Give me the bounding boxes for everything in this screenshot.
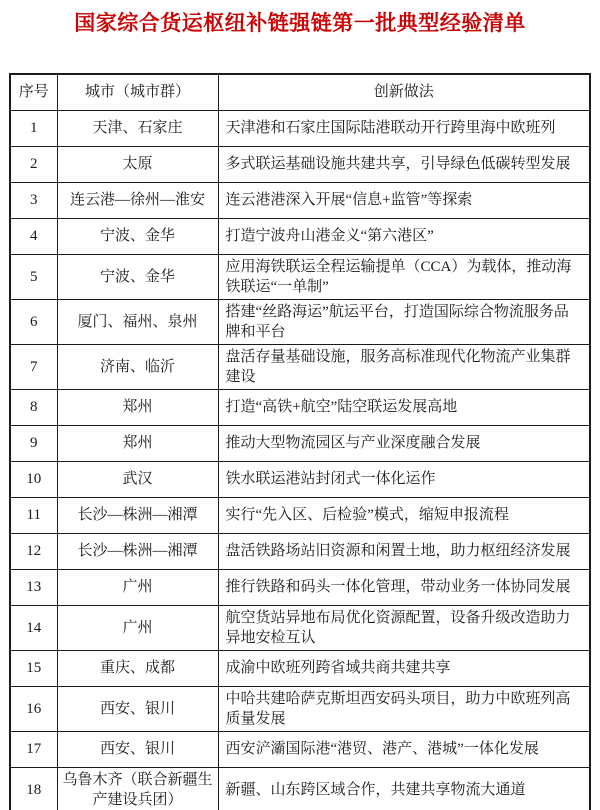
row-index: 13: [10, 569, 57, 605]
table-row: [10, 497, 590, 533]
row-index: 12: [10, 533, 57, 569]
row-city: 武汉: [57, 461, 218, 497]
row-practice: 打造“高铁+航空”陆空联运发展高地: [218, 389, 590, 425]
row-practice: 盘活存量基础设施，服务高标准现代化物流产业集群建设: [218, 344, 590, 389]
row-index: 3: [10, 182, 57, 218]
row-index: 11: [10, 497, 57, 533]
table-row: [10, 461, 590, 497]
table-row: [10, 605, 590, 650]
table-row: [10, 389, 590, 425]
row-practice: 推行铁路和码头一体化管理，带动业务一体协同发展: [218, 569, 590, 605]
row-practice: 天津港和石家庄国际陆港联动开行跨里海中欧班列: [218, 110, 590, 146]
row-city: 长沙—株洲—湘潭: [57, 533, 218, 569]
row-city: 天津、石家庄: [57, 110, 218, 146]
row-city: 宁波、金华: [57, 254, 218, 299]
row-index: 9: [10, 425, 57, 461]
row-city: 郑州: [57, 389, 218, 425]
table-row: [10, 650, 590, 686]
table-row: [10, 299, 590, 344]
column-header-index: 序号: [10, 74, 57, 110]
row-practice: 多式联运基础设施共建共享，引导绿色低碳转型发展: [218, 146, 590, 182]
row-index: 18: [10, 767, 57, 810]
row-city: 济南、临沂: [57, 344, 218, 389]
row-city: 西安、银川: [57, 686, 218, 731]
row-practice: 西安浐灞国际港“港贸、港产、港城”一体化发展: [218, 731, 590, 767]
row-practice: 应用海铁联运全程运输提单（CCA）为载体，推动海铁联运“一单制”: [218, 254, 590, 299]
row-city: 乌鲁木齐（联合新疆生产建设兵团）: [57, 767, 218, 810]
table-row: [10, 533, 590, 569]
table-row: [10, 146, 590, 182]
table-row: [10, 218, 590, 254]
row-city: 宁波、金华: [57, 218, 218, 254]
row-practice: 中哈共建哈萨克斯坦西安码头项目，助力中欧班列高质量发展: [218, 686, 590, 731]
table-row: [10, 731, 590, 767]
row-city: 连云港—徐州—淮安: [57, 182, 218, 218]
row-index: 10: [10, 461, 57, 497]
row-index: 8: [10, 389, 57, 425]
row-index: 2: [10, 146, 57, 182]
row-practice: 连云港港深入开展“信息+监管”等探索: [218, 182, 590, 218]
row-city: 西安、银川: [57, 731, 218, 767]
table-row: [10, 182, 590, 218]
table-row: [10, 569, 590, 605]
row-practice: 新疆、山东跨区域合作，共建共享物流大通道: [218, 767, 590, 810]
table-header-row: [10, 74, 590, 110]
row-city: 郑州: [57, 425, 218, 461]
table-row: [10, 425, 590, 461]
row-practice: 搭建“丝路海运”航运平台，打造国际综合物流服务品牌和平台: [218, 299, 590, 344]
row-index: 14: [10, 605, 57, 650]
row-index: 7: [10, 344, 57, 389]
row-practice: 盘活铁路场站旧资源和闲置土地，助力枢纽经济发展: [218, 533, 590, 569]
row-practice: 实行“先入区、后检验”模式，缩短申报流程: [218, 497, 590, 533]
row-index: 15: [10, 650, 57, 686]
row-city: 广州: [57, 569, 218, 605]
table-row: [10, 254, 590, 299]
row-city: 广州: [57, 605, 218, 650]
row-practice: 打造宁波舟山港金义“第六港区”: [218, 218, 590, 254]
column-header-practice: 创新做法: [218, 74, 590, 110]
row-practice: 成渝中欧班列跨省域共商共建共享: [218, 650, 590, 686]
row-city: 重庆、成都: [57, 650, 218, 686]
experience-table: [9, 73, 591, 810]
row-index: 16: [10, 686, 57, 731]
row-index: 5: [10, 254, 57, 299]
table-row: [10, 344, 590, 389]
table-row: [10, 110, 590, 146]
row-practice: 航空货站异地布局优化资源配置，设备升级改造助力异地安检互认: [218, 605, 590, 650]
table-body: [10, 110, 590, 810]
row-index: 4: [10, 218, 57, 254]
table-row: [10, 686, 590, 731]
row-index: 1: [10, 110, 57, 146]
row-practice: 推动大型物流园区与产业深度融合发展: [218, 425, 590, 461]
row-index: 17: [10, 731, 57, 767]
row-index: 6: [10, 299, 57, 344]
row-practice: 铁水联运港站封闭式一体化运作: [218, 461, 590, 497]
column-header-city: 城市（城市群）: [57, 74, 218, 110]
page-title: 国家综合货运枢纽补链强链第一批典型经验清单: [74, 11, 526, 35]
table-row: [10, 767, 590, 810]
row-city: 厦门、福州、泉州: [57, 299, 218, 344]
row-city: 太原: [57, 146, 218, 182]
row-city: 长沙—株洲—湘潭: [57, 497, 218, 533]
